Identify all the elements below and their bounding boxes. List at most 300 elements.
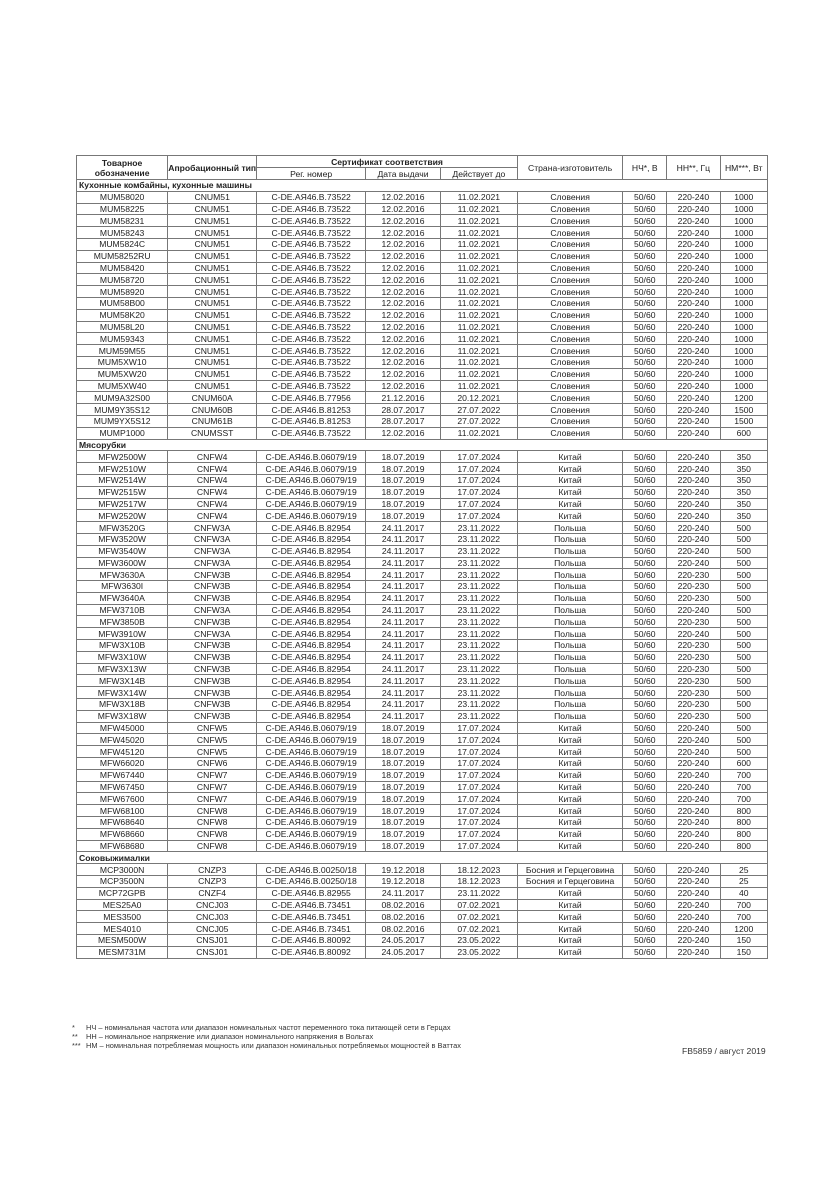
cell-approval-type: CNFW5 — [168, 734, 257, 746]
cell-nf: 50/60 — [623, 533, 667, 545]
cell-issue-date: 24.11.2017 — [366, 628, 441, 640]
cell-product-number: MUM59M55 — [77, 345, 168, 357]
cell-nf: 50/60 — [623, 758, 667, 770]
cell-reg-number: C-DE.AЯ46.B.82954 — [257, 651, 366, 663]
cell-approval-type: CNFW3B — [168, 687, 257, 699]
cell-product-number: MFW3520W — [77, 533, 168, 545]
cell-country: Польша — [517, 651, 622, 663]
cell-approval-type: CNFW3A — [168, 545, 257, 557]
cell-valid-until: 18.12.2023 — [440, 864, 517, 876]
cell-valid-until: 11.02.2021 — [440, 203, 517, 215]
cell-nm: 500 — [720, 687, 767, 699]
cell-nf: 50/60 — [623, 935, 667, 947]
cell-country: Китай — [517, 923, 622, 935]
section-title: Соковыжималки — [77, 852, 768, 864]
cell-valid-until: 23.11.2022 — [440, 545, 517, 557]
cell-country: Словения — [517, 356, 622, 368]
cell-reg-number: C-DE.AЯ46.B.73522 — [257, 227, 366, 239]
cell-nf: 50/60 — [623, 392, 667, 404]
cell-valid-until: 11.02.2021 — [440, 215, 517, 227]
cell-product-number: MUM5XW10 — [77, 356, 168, 368]
cell-issue-date: 12.02.2016 — [366, 356, 441, 368]
cell-valid-until: 23.11.2022 — [440, 533, 517, 545]
cell-reg-number: C-DE.AЯ46.B.73522 — [257, 262, 366, 274]
cell-nf: 50/60 — [623, 687, 667, 699]
cell-nm: 500 — [720, 533, 767, 545]
cell-reg-number: C-DE.AЯ46.B.82954 — [257, 699, 366, 711]
cell-nn: 220-240 — [667, 911, 720, 923]
cell-nm: 1000 — [720, 250, 767, 262]
cell-reg-number: C-DE.AЯ46.B.00250/18 — [257, 876, 366, 888]
table-row — [77, 805, 768, 817]
cell-country: Польша — [517, 663, 622, 675]
cell-reg-number: C-DE.AЯ46.B.82954 — [257, 628, 366, 640]
cell-nn: 220-240 — [667, 415, 720, 427]
cell-nf: 50/60 — [623, 557, 667, 569]
cell-nf: 50/60 — [623, 734, 667, 746]
cell-nf: 50/60 — [623, 238, 667, 250]
cell-nn: 220-230 — [667, 651, 720, 663]
table-row — [77, 710, 768, 722]
table-row — [77, 309, 768, 321]
cell-approval-type: CNUM51 — [168, 286, 257, 298]
cell-issue-date: 21.12.2016 — [366, 392, 441, 404]
cell-nn: 220-240 — [667, 333, 720, 345]
cell-issue-date: 18.07.2019 — [366, 734, 441, 746]
cell-reg-number: C-DE.AЯ46.B.06079/19 — [257, 769, 366, 781]
cell-product-number: MFW3X18B — [77, 699, 168, 711]
cell-approval-type: CNZF4 — [168, 887, 257, 899]
cell-country: Словения — [517, 191, 622, 203]
table-row — [77, 533, 768, 545]
table-row — [77, 474, 768, 486]
cell-country: Китай — [517, 486, 622, 498]
table-row — [77, 262, 768, 274]
cell-country: Польша — [517, 628, 622, 640]
cell-issue-date: 12.02.2016 — [366, 368, 441, 380]
cell-nm: 350 — [720, 486, 767, 498]
cell-reg-number: C-DE.AЯ46.B.06079/19 — [257, 486, 366, 498]
table-row — [77, 227, 768, 239]
cell-nm: 1000 — [720, 309, 767, 321]
cell-product-number: MESM500W — [77, 935, 168, 947]
table-row — [77, 592, 768, 604]
cell-valid-until: 17.07.2024 — [440, 817, 517, 829]
cell-nf: 50/60 — [623, 451, 667, 463]
cell-product-number: MFW3850B — [77, 616, 168, 628]
cell-approval-type: CNFW6 — [168, 758, 257, 770]
cell-issue-date: 12.02.2016 — [366, 238, 441, 250]
cell-reg-number: C-DE.AЯ46.B.73451 — [257, 923, 366, 935]
cell-valid-until: 23.11.2022 — [440, 687, 517, 699]
cell-country: Польша — [517, 640, 622, 652]
cell-reg-number: C-DE.AЯ46.B.82955 — [257, 887, 366, 899]
cell-issue-date: 24.11.2017 — [366, 604, 441, 616]
cell-approval-type: CNCJ03 — [168, 899, 257, 911]
cell-nm: 500 — [720, 651, 767, 663]
cell-approval-type: CNUM51 — [168, 250, 257, 262]
cell-approval-type: CNFW3B — [168, 581, 257, 593]
cell-nf: 50/60 — [623, 569, 667, 581]
cell-reg-number: C-DE.AЯ46.B.73522 — [257, 286, 366, 298]
cell-nf: 50/60 — [623, 345, 667, 357]
cell-nn: 220-240 — [667, 793, 720, 805]
header-nf: НЧ*, В — [623, 156, 667, 180]
cell-country: Польша — [517, 533, 622, 545]
cell-nf: 50/60 — [623, 333, 667, 345]
cell-product-number: MUM58252RU — [77, 250, 168, 262]
footnote-mark: ** — [72, 1032, 78, 1041]
cell-country: Китай — [517, 946, 622, 958]
cell-nf: 50/60 — [623, 722, 667, 734]
table-row — [77, 935, 768, 947]
table-row — [77, 864, 768, 876]
cell-reg-number: C-DE.AЯ46.B.82954 — [257, 569, 366, 581]
cell-country: Словения — [517, 215, 622, 227]
cell-nf: 50/60 — [623, 840, 667, 852]
table-row — [77, 333, 768, 345]
table-row — [77, 345, 768, 357]
cell-product-number: MFW3X14W — [77, 687, 168, 699]
cell-nm: 500 — [720, 710, 767, 722]
cell-nf: 50/60 — [623, 864, 667, 876]
cell-nf: 50/60 — [623, 321, 667, 333]
cell-issue-date: 24.11.2017 — [366, 663, 441, 675]
header-reg-number: Рег. номер — [257, 168, 366, 180]
table-row — [77, 628, 768, 640]
cell-product-number: MFW3X10W — [77, 651, 168, 663]
cell-nf: 50/60 — [623, 297, 667, 309]
table-row — [77, 569, 768, 581]
cell-nm: 350 — [720, 498, 767, 510]
table-row — [77, 923, 768, 935]
cell-valid-until: 11.02.2021 — [440, 356, 517, 368]
cell-country: Словения — [517, 404, 622, 416]
cell-valid-until: 23.11.2022 — [440, 651, 517, 663]
header-product-number: Товарное обозначение — [77, 156, 168, 180]
cell-valid-until: 11.02.2021 — [440, 368, 517, 380]
cell-nf: 50/60 — [623, 710, 667, 722]
cell-country: Китай — [517, 899, 622, 911]
cell-reg-number: C-DE.AЯ46.B.06079/19 — [257, 722, 366, 734]
cell-nm: 1000 — [720, 368, 767, 380]
cell-product-number: MUM58225 — [77, 203, 168, 215]
cell-reg-number: C-DE.AЯ46.B.81253 — [257, 404, 366, 416]
cell-valid-until: 23.11.2022 — [440, 628, 517, 640]
cell-issue-date: 18.07.2019 — [366, 805, 441, 817]
cell-issue-date: 24.11.2017 — [366, 675, 441, 687]
cell-nn: 220-240 — [667, 297, 720, 309]
cell-issue-date: 18.07.2019 — [366, 828, 441, 840]
cell-nf: 50/60 — [623, 215, 667, 227]
cell-nm: 350 — [720, 510, 767, 522]
cell-product-number: MFW3X10B — [77, 640, 168, 652]
cell-reg-number: C-DE.AЯ46.B.82954 — [257, 616, 366, 628]
cell-nn: 220-240 — [667, 380, 720, 392]
cell-nf: 50/60 — [623, 545, 667, 557]
cell-nn: 220-240 — [667, 345, 720, 357]
cell-nn: 220-240 — [667, 510, 720, 522]
cell-nn: 220-240 — [667, 404, 720, 416]
cell-reg-number: C-DE.AЯ46.B.82954 — [257, 592, 366, 604]
cell-country: Словения — [517, 380, 622, 392]
cell-nn: 220-240 — [667, 286, 720, 298]
cell-nf: 50/60 — [623, 274, 667, 286]
cell-country: Китай — [517, 828, 622, 840]
cell-product-number: MUM58720 — [77, 274, 168, 286]
cell-nm: 500 — [720, 569, 767, 581]
cell-country: Словения — [517, 368, 622, 380]
cell-issue-date: 12.02.2016 — [366, 191, 441, 203]
cell-reg-number: C-DE.AЯ46.B.82954 — [257, 533, 366, 545]
cell-country: Польша — [517, 687, 622, 699]
cell-nm: 40 — [720, 887, 767, 899]
cell-nm: 800 — [720, 817, 767, 829]
cell-valid-until: 18.12.2023 — [440, 876, 517, 888]
cell-approval-type: CNFW7 — [168, 793, 257, 805]
cell-issue-date: 18.07.2019 — [366, 451, 441, 463]
cell-nf: 50/60 — [623, 876, 667, 888]
table-row — [77, 215, 768, 227]
cell-valid-until: 17.07.2024 — [440, 769, 517, 781]
cell-nm: 800 — [720, 805, 767, 817]
cell-country: Китай — [517, 769, 622, 781]
cell-nf: 50/60 — [623, 616, 667, 628]
cell-valid-until: 11.02.2021 — [440, 321, 517, 333]
cell-nm: 25 — [720, 864, 767, 876]
cell-nf: 50/60 — [623, 203, 667, 215]
table-row — [77, 451, 768, 463]
cell-approval-type: CNUMSST — [168, 427, 257, 439]
cell-issue-date: 08.02.2016 — [366, 923, 441, 935]
cell-nf: 50/60 — [623, 675, 667, 687]
cell-valid-until: 11.02.2021 — [440, 427, 517, 439]
cell-issue-date: 18.07.2019 — [366, 817, 441, 829]
cell-nn: 220-240 — [667, 392, 720, 404]
cell-country: Босния и Герцеговина — [517, 876, 622, 888]
cell-nf: 50/60 — [623, 427, 667, 439]
cell-product-number: MESM731M — [77, 946, 168, 958]
cell-nm: 600 — [720, 427, 767, 439]
table-row — [77, 427, 768, 439]
cell-country: Польша — [517, 592, 622, 604]
cell-reg-number: C-DE.AЯ46.B.73451 — [257, 899, 366, 911]
cell-product-number: MFW2514W — [77, 474, 168, 486]
cell-valid-until: 23.11.2022 — [440, 663, 517, 675]
table-row — [77, 840, 768, 852]
cell-nn: 220-240 — [667, 250, 720, 262]
cell-issue-date: 24.05.2017 — [366, 946, 441, 958]
cell-country: Польша — [517, 545, 622, 557]
cell-nm: 500 — [720, 722, 767, 734]
cell-approval-type: CNFW7 — [168, 781, 257, 793]
cell-reg-number: C-DE.AЯ46.B.00250/18 — [257, 864, 366, 876]
cell-valid-until: 17.07.2024 — [440, 734, 517, 746]
cell-nf: 50/60 — [623, 404, 667, 416]
cell-valid-until: 11.02.2021 — [440, 191, 517, 203]
cell-reg-number: C-DE.AЯ46.B.82954 — [257, 581, 366, 593]
cell-nf: 50/60 — [623, 699, 667, 711]
cell-product-number: MFW45120 — [77, 746, 168, 758]
cell-nf: 50/60 — [623, 227, 667, 239]
table-row — [77, 616, 768, 628]
cell-country: Польша — [517, 616, 622, 628]
cell-nm: 500 — [720, 640, 767, 652]
cell-product-number: MFW3630A — [77, 569, 168, 581]
cell-valid-until: 23.11.2022 — [440, 640, 517, 652]
header-nn: НН**, Гц — [667, 156, 720, 180]
cell-approval-type: CNFW8 — [168, 840, 257, 852]
table-row — [77, 640, 768, 652]
cell-valid-until: 07.02.2021 — [440, 899, 517, 911]
cell-valid-until: 23.11.2022 — [440, 675, 517, 687]
cell-country: Словения — [517, 227, 622, 239]
cell-reg-number: C-DE.AЯ46.B.73522 — [257, 203, 366, 215]
cell-valid-until: 23.11.2022 — [440, 557, 517, 569]
cell-nn: 220-240 — [667, 191, 720, 203]
cell-valid-until: 27.07.2022 — [440, 415, 517, 427]
cell-approval-type: CNSJ01 — [168, 946, 257, 958]
cell-country: Босния и Герцеговина — [517, 864, 622, 876]
cell-nn: 220-240 — [667, 840, 720, 852]
table-row — [77, 722, 768, 734]
cell-product-number: MFW3520G — [77, 522, 168, 534]
cell-nn: 220-240 — [667, 817, 720, 829]
cell-valid-until: 23.11.2022 — [440, 710, 517, 722]
cell-approval-type: CNFW7 — [168, 769, 257, 781]
cell-nf: 50/60 — [623, 309, 667, 321]
cell-nn: 220-230 — [667, 581, 720, 593]
cell-reg-number: C-DE.AЯ46.B.06079/19 — [257, 498, 366, 510]
cell-issue-date: 19.12.2018 — [366, 864, 441, 876]
cell-nf: 50/60 — [623, 592, 667, 604]
cell-nm: 500 — [720, 628, 767, 640]
table-row — [77, 356, 768, 368]
cell-approval-type: CNFW3A — [168, 533, 257, 545]
cell-reg-number: C-DE.AЯ46.B.06079/19 — [257, 817, 366, 829]
table-row — [77, 392, 768, 404]
header-valid-until: Действует до — [440, 168, 517, 180]
cell-product-number: MUM59343 — [77, 333, 168, 345]
cell-issue-date: 18.07.2019 — [366, 793, 441, 805]
cell-nm: 500 — [720, 557, 767, 569]
cell-country: Словения — [517, 427, 622, 439]
cell-country: Словения — [517, 321, 622, 333]
cell-approval-type: CNFW3B — [168, 699, 257, 711]
cell-valid-until: 11.02.2021 — [440, 297, 517, 309]
cell-product-number: MUM58920 — [77, 286, 168, 298]
table-row — [77, 581, 768, 593]
cell-valid-until: 17.07.2024 — [440, 805, 517, 817]
cell-nm: 500 — [720, 663, 767, 675]
cell-nn: 220-240 — [667, 486, 720, 498]
cell-issue-date: 24.05.2017 — [366, 935, 441, 947]
table-row — [77, 522, 768, 534]
table-row — [77, 238, 768, 250]
cell-nn: 220-240 — [667, 498, 720, 510]
cell-approval-type: CNUM51 — [168, 333, 257, 345]
cell-reg-number: C-DE.AЯ46.B.73522 — [257, 309, 366, 321]
footnote-text: НН – номинальное напряжение или диапазон номинального напряжения в Вольтах — [86, 1032, 374, 1041]
table-row — [77, 486, 768, 498]
cell-reg-number: C-DE.AЯ46.B.82954 — [257, 604, 366, 616]
cell-product-number: MUM58B00 — [77, 297, 168, 309]
cell-issue-date: 24.11.2017 — [366, 699, 441, 711]
cell-country: Китай — [517, 840, 622, 852]
cell-product-number: MFW67450 — [77, 781, 168, 793]
cell-valid-until: 11.02.2021 — [440, 238, 517, 250]
cell-product-number: MUM9A32S00 — [77, 392, 168, 404]
cell-reg-number: C-DE.AЯ46.B.73522 — [257, 215, 366, 227]
cell-nn: 220-240 — [667, 262, 720, 274]
cell-approval-type: CNFW4 — [168, 498, 257, 510]
cell-approval-type: CNUM51 — [168, 238, 257, 250]
cell-reg-number: C-DE.AЯ46.B.73522 — [257, 274, 366, 286]
cell-issue-date: 28.07.2017 — [366, 404, 441, 416]
footnote — [72, 1032, 632, 1041]
section-title: Мясорубки — [77, 439, 768, 451]
cell-product-number: MFW2510W — [77, 463, 168, 475]
table-row — [77, 663, 768, 675]
cell-approval-type: CNFW8 — [168, 828, 257, 840]
cell-valid-until: 17.07.2024 — [440, 451, 517, 463]
cell-issue-date: 12.02.2016 — [366, 286, 441, 298]
cell-approval-type: CNFW3B — [168, 569, 257, 581]
cell-nn: 220-240 — [667, 805, 720, 817]
cell-product-number: MUM9Y35S12 — [77, 404, 168, 416]
cell-nm: 1000 — [720, 203, 767, 215]
cell-valid-until: 11.02.2021 — [440, 250, 517, 262]
cell-reg-number: C-DE.AЯ46.B.73522 — [257, 333, 366, 345]
cell-country: Польша — [517, 699, 622, 711]
cell-approval-type: CNFW3A — [168, 628, 257, 640]
cell-valid-until: 11.02.2021 — [440, 380, 517, 392]
cell-country: Словения — [517, 333, 622, 345]
cell-product-number: MFW45020 — [77, 734, 168, 746]
cell-valid-until: 17.07.2024 — [440, 746, 517, 758]
cell-approval-type: CNZP3 — [168, 876, 257, 888]
cell-approval-type: CNFW3B — [168, 675, 257, 687]
cell-country: Словения — [517, 309, 622, 321]
document-code: FB5859 / август 2019 — [682, 1046, 766, 1056]
cell-nn: 220-240 — [667, 758, 720, 770]
cell-issue-date: 12.02.2016 — [366, 297, 441, 309]
cell-product-number: MFW3X13W — [77, 663, 168, 675]
cell-issue-date: 12.02.2016 — [366, 345, 441, 357]
cell-issue-date: 12.02.2016 — [366, 215, 441, 227]
cell-reg-number: C-DE.AЯ46.B.06079/19 — [257, 474, 366, 486]
cell-nm: 25 — [720, 876, 767, 888]
cell-valid-until: 17.07.2024 — [440, 498, 517, 510]
cell-valid-until: 07.02.2021 — [440, 911, 517, 923]
cell-valid-until: 23.05.2022 — [440, 946, 517, 958]
cell-valid-until: 17.07.2024 — [440, 781, 517, 793]
table-row — [77, 463, 768, 475]
cell-issue-date: 12.02.2016 — [366, 309, 441, 321]
cell-product-number: MUM5XW40 — [77, 380, 168, 392]
cell-issue-date: 24.11.2017 — [366, 651, 441, 663]
cell-nm: 1000 — [720, 191, 767, 203]
cell-nf: 50/60 — [623, 262, 667, 274]
cell-product-number: MFW2500W — [77, 451, 168, 463]
cell-nm: 800 — [720, 840, 767, 852]
cell-issue-date: 24.11.2017 — [366, 687, 441, 699]
cell-nf: 50/60 — [623, 498, 667, 510]
cell-nn: 220-240 — [667, 899, 720, 911]
table-row — [77, 758, 768, 770]
cell-nn: 220-240 — [667, 427, 720, 439]
cell-nf: 50/60 — [623, 793, 667, 805]
